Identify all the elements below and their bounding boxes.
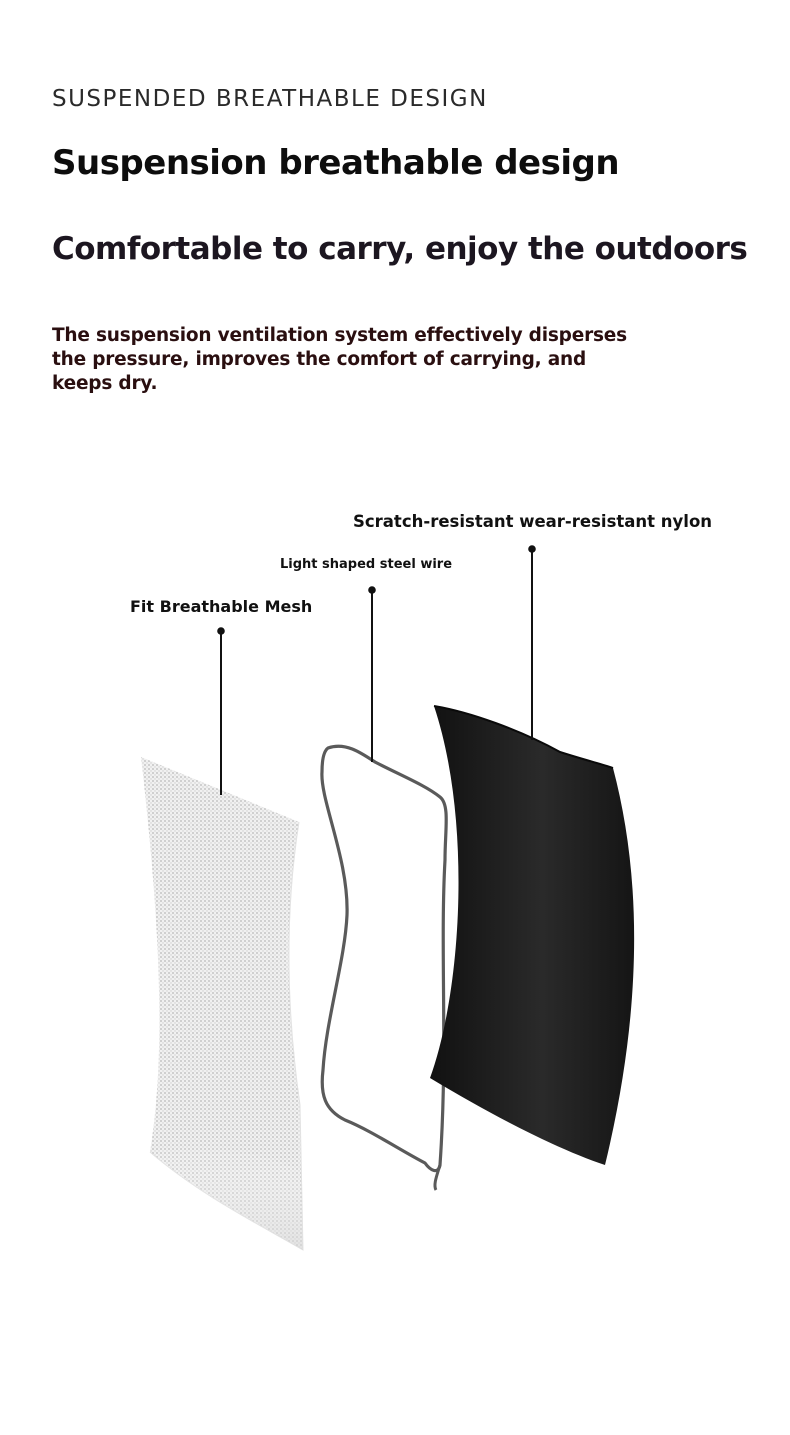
mesh-leader-dot [217, 627, 225, 635]
mesh-panel [141, 757, 303, 1250]
callout-mesh-label: Fit Breathable Mesh [130, 597, 313, 616]
feature-description: The suspension ventilation system effectively disperses the pressure, improves the comfort of carrying, and keeps dry. [52, 325, 627, 394]
callout-nylon-label: Scratch-resistant wear-resistant nylon [353, 512, 713, 531]
callout-wire-label: Light shaped steel wire [280, 557, 453, 572]
section-eyebrow: SUSPENDED BREATHABLE DESIGN [52, 86, 488, 112]
page-title: Suspension breathable design [52, 143, 620, 183]
wire-leader-dot [368, 586, 376, 594]
steel-wire-frame [322, 746, 446, 1190]
page-subtitle: Comfortable to carry, enjoy the outdoors [52, 231, 748, 267]
nylon-panel [430, 706, 634, 1165]
nylon-leader-dot [528, 545, 536, 553]
